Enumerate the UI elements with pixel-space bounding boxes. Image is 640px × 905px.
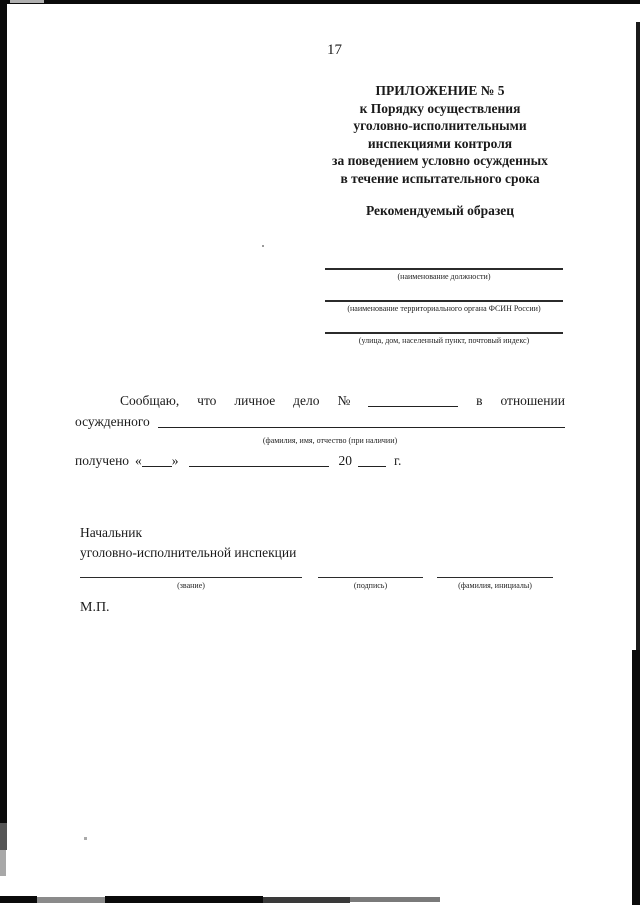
scan-edge-top xyxy=(0,0,640,4)
word: дело xyxy=(293,393,320,408)
signer-title-line-2: уголовно-исполнительной инспекции xyxy=(80,545,297,560)
close-quote: » xyxy=(171,453,179,468)
scan-edge-left-fade2 xyxy=(0,850,6,876)
body-line-3 xyxy=(75,452,401,469)
appendix-line: к Порядку осуществления xyxy=(359,100,521,116)
appendix-heading-block xyxy=(290,82,590,220)
word: № xyxy=(337,393,351,408)
appendix-title: ПРИЛОЖЕНИЕ № 5 xyxy=(375,83,505,98)
blank-line xyxy=(325,268,563,270)
word: отношении xyxy=(500,393,565,408)
page-number: 17 xyxy=(327,42,342,58)
body-line-2 xyxy=(75,413,565,430)
day-blank xyxy=(142,452,172,467)
signature-caption: (подпись) xyxy=(353,581,388,590)
field-caption: (наименование территориального органа ФСИН России) xyxy=(347,304,541,313)
convict-name-blank xyxy=(158,413,565,428)
appendix-line: за поведением условно осужденных xyxy=(332,153,548,168)
scan-edge-bottom-2 xyxy=(37,897,105,903)
field-caption: (наименование должности) xyxy=(397,272,491,281)
blank-line xyxy=(325,300,563,302)
word: получено xyxy=(75,453,130,468)
signer-title-line-1: Начальник xyxy=(80,525,143,540)
appendix-line: уголовно-исполнительными xyxy=(353,118,527,133)
appendix-line: в течение испытательного срока xyxy=(340,170,540,186)
convict-label: осужденного xyxy=(75,414,150,429)
blank-line xyxy=(325,332,563,334)
word: в xyxy=(476,393,483,408)
word: Сообщаю, xyxy=(120,393,180,408)
scan-edge-bottom-1 xyxy=(0,896,37,903)
scan-speck xyxy=(84,837,87,840)
recommended-sample-label: Рекомендуемый образец xyxy=(365,203,515,218)
field-territorial-organ xyxy=(325,300,563,314)
signature-blank-line xyxy=(318,577,423,578)
surname-blank-line xyxy=(437,577,553,578)
surname-caption: (фамилия, инициалы) xyxy=(458,581,532,590)
case-number-blank xyxy=(368,392,458,407)
scan-edge-bottom-3 xyxy=(105,896,263,903)
open-quote: « xyxy=(135,453,142,468)
year-suffix: г. xyxy=(394,453,402,468)
scan-edge-bottom-4 xyxy=(263,897,350,903)
scan-edge-right-thin xyxy=(636,22,640,650)
scan-edge-top-light xyxy=(10,0,44,3)
scan-edge-left-fade1 xyxy=(0,823,7,850)
rank-caption: (звание) xyxy=(177,581,205,590)
scan-edge-right-thick xyxy=(632,650,640,905)
scan-speck xyxy=(262,245,264,247)
field-caption: (улица, дом, населенный пункт, почтовый индекс) xyxy=(358,336,530,345)
word: что xyxy=(197,393,217,408)
year-blank xyxy=(358,452,386,467)
scan-edge-left xyxy=(0,0,7,823)
field-address xyxy=(325,332,563,346)
body-line-1 xyxy=(120,392,565,409)
year-prefix: 20 xyxy=(338,453,353,468)
stamp-place-label: М.П. xyxy=(80,600,110,615)
word: личное xyxy=(234,393,276,408)
name-field-caption: (фамилия, имя, отчество (при наличии) xyxy=(262,436,398,445)
field-position xyxy=(325,268,563,282)
rank-blank-line xyxy=(80,577,302,578)
month-blank xyxy=(189,452,329,467)
appendix-line: инспекциями контроля xyxy=(367,135,513,151)
scan-edge-bottom-5 xyxy=(350,897,440,902)
